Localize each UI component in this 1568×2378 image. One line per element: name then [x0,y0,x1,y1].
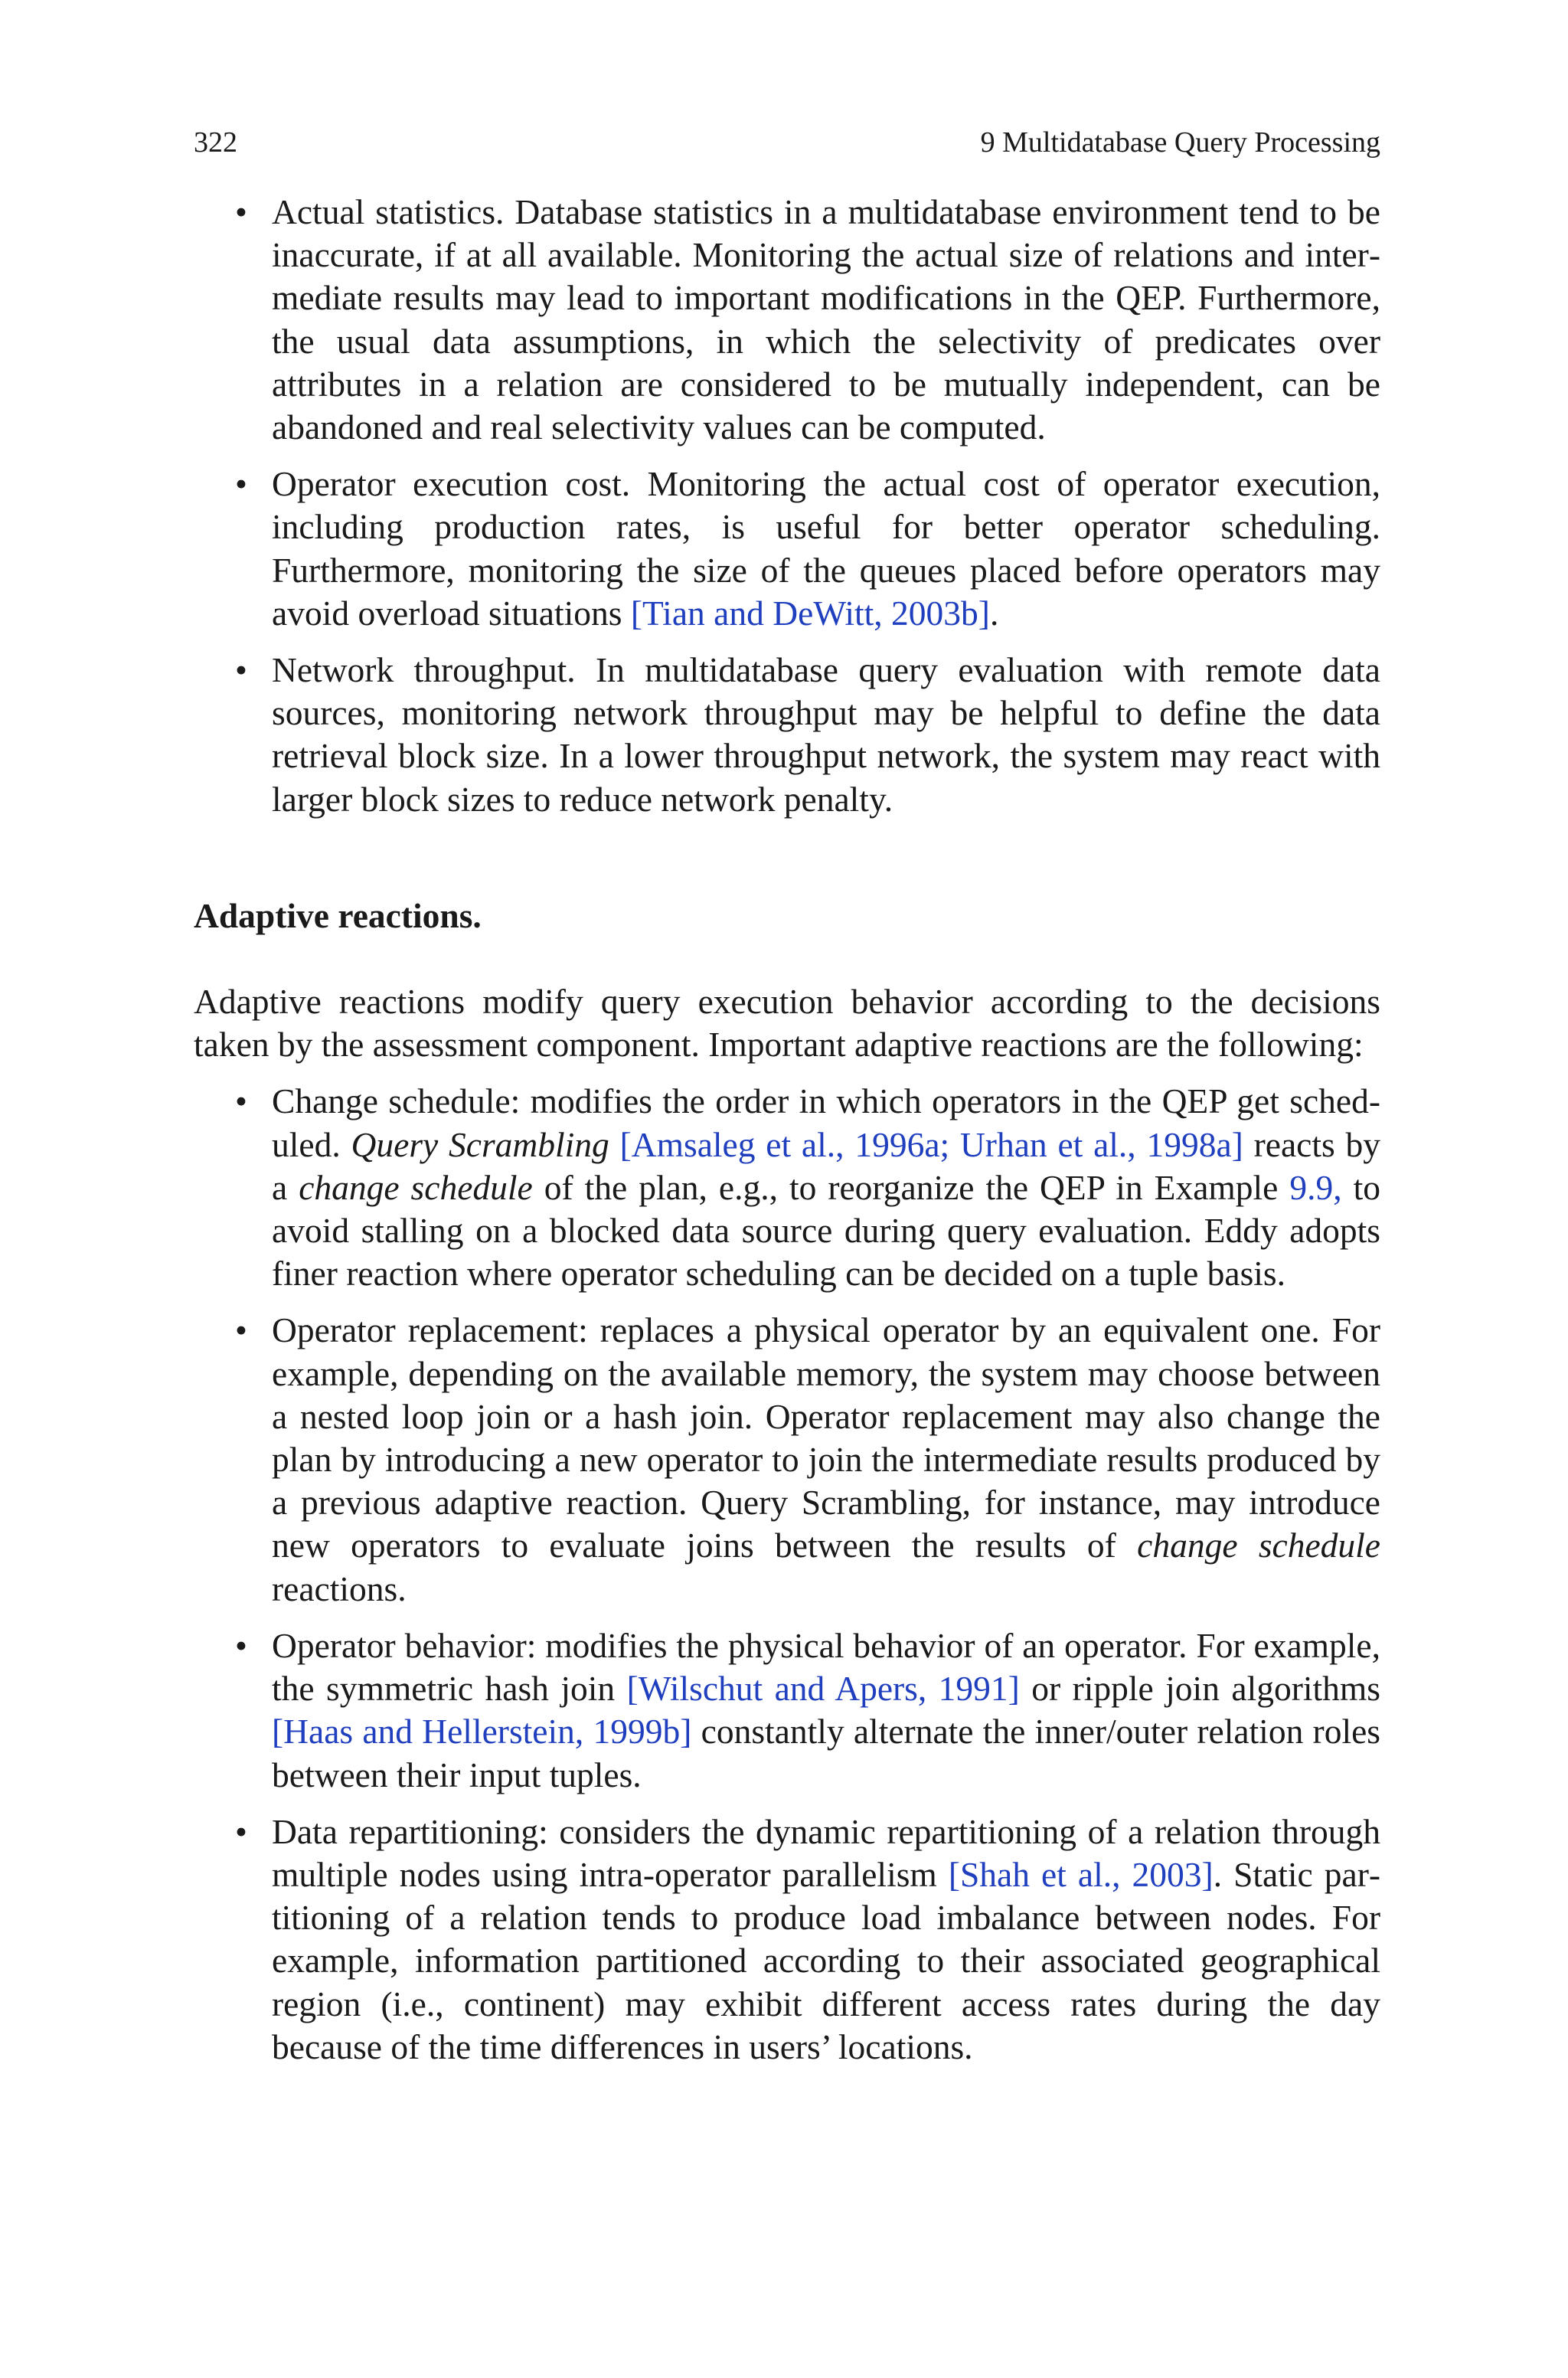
bullet-icon: • [235,650,247,690]
list-item-text: or ripple join algorithms [1019,1669,1380,1709]
list-item-text: Operator behavior: modifies the physical behavior of an operator. For example, the symmetric hash join [272,1625,1380,1709]
example-ref-link[interactable]: 9.9, [1289,1167,1342,1207]
page-body [194,191,1380,2082]
bullet-icon: • [235,192,247,231]
citation-link[interactable]: [Tian and DeWitt, 2003b] [630,593,990,633]
list-item-operator-execution-cost [194,463,1380,635]
citation-link[interactable]: [Wilschut and Apers, 1991] [626,1669,1020,1709]
list-item-text: . Static partitioning of a relation tends to produce load imbalance between nodes. For example, information partitioned according to their associated geographical region (i.e., continent) may exhibit different access rates during the day because of the time differences in users’ locations. [272,1854,1381,2066]
bullet-icon: • [235,1811,247,1851]
adaptive-reactions-list [194,1080,1380,2068]
list-item-text: reacts by a [272,1124,1380,1207]
bullet-icon: • [235,1625,247,1665]
citation-link[interactable]: [Amsaleg et al., 1996a; Urhan et al., 1998a] [619,1124,1243,1164]
list-item-text: to avoid stalling on a blocked data source during query evaluation. Eddy adopts finer reaction where operator scheduling can be decided on a tuple basis. [272,1167,1380,1294]
monitoring-list [194,191,1380,821]
list-item-text: . [989,593,999,633]
list-item-text: Actual statistics. Database statistics in a multidatabase environment tend to be inaccurate, if at all available. Monitoring the actual size of relations and intermediate results may lead to important modifications in the QEP. Furthermore, the usual data assumptions, in which the selectivity of predicates over attributes in a relation are considered to be mutually independent, can be abandoned and real selectivity values can be computed. [272,192,1380,447]
section-intro-paragraph: Adaptive reactions modify query execution behavior according to the decisions taken by the assessment component. Important adaptive reactions are the following: [194,982,1380,1065]
page-number: 322 [194,126,237,159]
citation-link[interactable]: [Shah et al., 2003] [948,1854,1214,1894]
citation-link[interactable]: [Haas and Hellerstein, 1999b] [272,1712,692,1752]
list-item-text: Change schedule: modifies the order in which operators in the QEP get scheduled. [272,1081,1380,1164]
list-item-text [609,1125,620,1164]
list-item-operator-behavior [194,1624,1380,1797]
list-item-change-schedule [194,1080,1380,1295]
bullet-icon: • [235,1310,247,1350]
list-item-text: Operator replacement: replaces a physical operator by an equivalent one. For example, depending on the available memory, the system may choose between a nested loop join or a hash join. Operator replacement may also change the plan by introducing a new operator to join the intermediate results produced by a previous adaptive reaction. Query Scrambling, for instance, may introduce new operators to evaluate joins between the results of [272,1310,1380,1565]
list-item-operator-replacement [194,1309,1380,1610]
list-item-text: Data repartitioning: considers the dynamic repartitioning of a relation through multiple nodes using intra-operator parallelism [272,1811,1380,1894]
bullet-icon: • [235,1081,247,1121]
list-item-network-throughput [194,649,1380,821]
bullet-icon: • [235,464,247,504]
emphasis-text: Query Scrambling [351,1124,609,1164]
list-item-data-repartitioning [194,1810,1380,2069]
running-head: 9 Multidatabase Query Processing [980,126,1380,159]
emphasis-text: change schedule [299,1167,533,1207]
list-item-text: Operator execution cost. Monitoring the actual cost of operator execution, including production rates, is useful for better operator scheduling. Furthermore, monitoring the size of the queues placed before operators may avoid overload situations [272,464,1380,633]
list-item-text: constantly alternate the inner/outer relation roles between their input tuples. [272,1712,1380,1794]
list-item-text: Network throughput. In multidatabase query evaluation with remote data sources, monitoring network throughput may be helpful to define the data retrieval block size. In a lower throughput network, the system may react with larger block sizes to reduce network penalty. [272,650,1380,819]
list-item-text: of the plan, e.g., to reorganize the QEP in Example [532,1167,1290,1207]
emphasis-text: change schedule [1137,1526,1381,1565]
list-item-text: reactions. [272,1568,407,1608]
section-heading: Adaptive reactions. [194,895,482,935]
list-item-actual-statistics [194,191,1380,449]
